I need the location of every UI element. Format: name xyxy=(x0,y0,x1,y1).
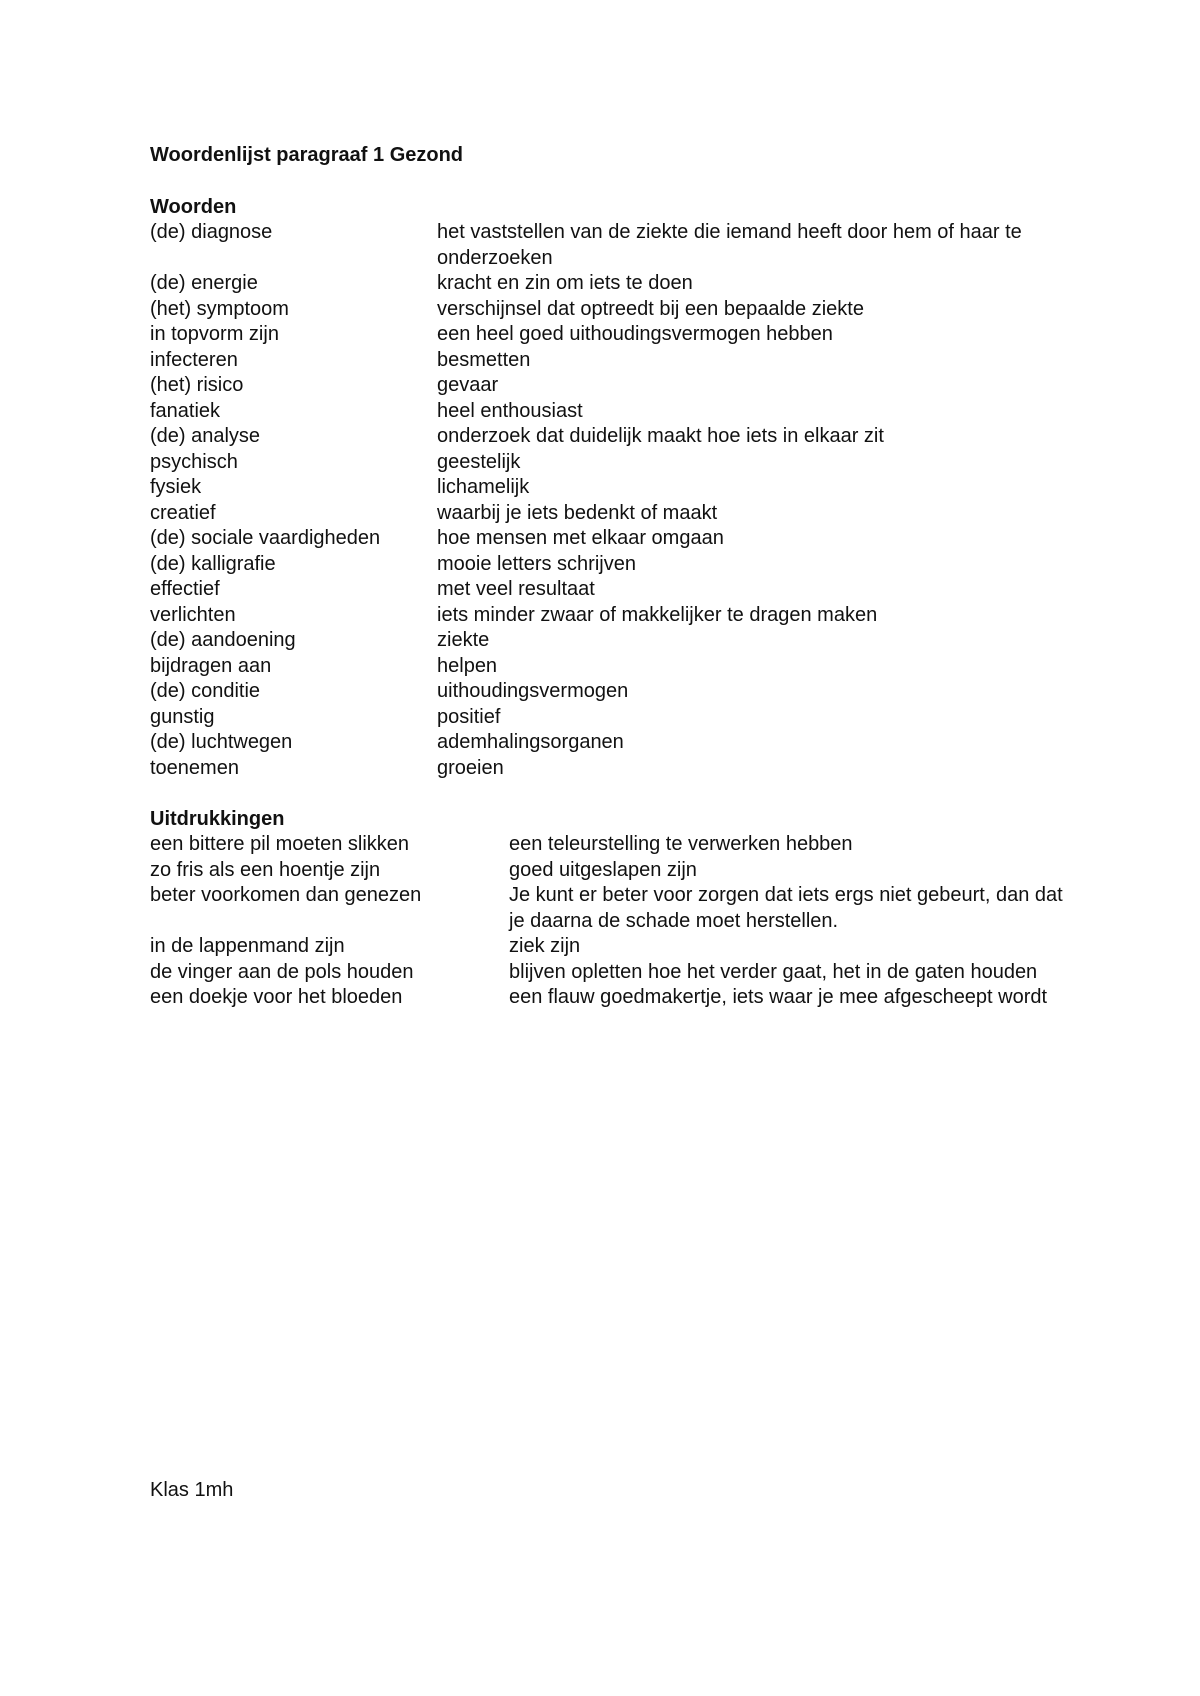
entry-term: infecteren xyxy=(150,348,238,371)
woorden-entry xyxy=(150,603,1070,629)
entry-definition: Je kunt er beter voor zorgen dat iets ergs niet gebeurt, dan dat je daarna de schade moet herstellen. xyxy=(509,884,1063,932)
uitdrukkingen-section xyxy=(150,806,1070,1011)
woorden-entry xyxy=(150,399,1070,425)
entry-term: (de) kalligrafie xyxy=(150,552,276,575)
woorden-entry xyxy=(150,705,1070,731)
entry-term: effectief xyxy=(150,578,220,600)
entry-term: (de) conditie xyxy=(150,680,261,702)
uitdrukking-entry xyxy=(150,832,1070,858)
woorden-heading: Woorden xyxy=(150,196,237,218)
entry-term: (de) luchtwegen xyxy=(150,731,293,753)
entry-term: (het) symptoom xyxy=(150,297,289,320)
entry-term: (het) risico xyxy=(150,374,244,396)
entry-term: creatief xyxy=(150,501,216,524)
entry-definition: goed uitgeslapen zijn xyxy=(509,858,697,881)
uitdrukkingen-heading: Uitdrukkingen xyxy=(150,808,285,830)
woorden-entry xyxy=(150,501,1070,527)
woorden-entry xyxy=(150,271,1070,297)
entry-term: (de) sociale vaardigheden xyxy=(150,527,381,549)
uitdrukking-entry xyxy=(150,934,1070,960)
woorden-entry xyxy=(150,220,1070,271)
document-page xyxy=(150,142,1070,1011)
entry-definition: waarbij je iets bedenkt of maakt xyxy=(437,501,718,524)
footer-class-label: Klas 1mh xyxy=(150,1479,234,1501)
entry-definition: lichamelijk xyxy=(437,476,530,498)
entry-term: fysiek xyxy=(150,476,202,498)
woorden-entry xyxy=(150,679,1070,705)
entry-definition: een flauw goedmakertje, iets waar je mee afgescheept wordt xyxy=(509,986,1048,1008)
entry-definition: helpen xyxy=(437,654,498,677)
entry-definition: positief xyxy=(437,705,501,728)
entry-definition: onderzoek dat duidelijk maakt hoe iets in elkaar zit xyxy=(437,425,884,447)
entry-term: toenemen xyxy=(150,756,239,779)
entry-term: een bittere pil moeten slikken xyxy=(150,833,410,855)
entry-term: fanatiek xyxy=(150,399,221,422)
uitdrukking-entry xyxy=(150,883,1070,934)
entry-term: beter voorkomen dan genezen xyxy=(150,884,422,906)
entry-definition: groeien xyxy=(437,756,504,779)
entry-definition: hoe mensen met elkaar omgaan xyxy=(437,527,724,549)
entry-definition: een teleurstelling te verwerken hebben xyxy=(509,833,853,855)
entry-definition: ziek zijn xyxy=(509,935,581,957)
entry-term: psychisch xyxy=(150,450,238,473)
woorden-entry xyxy=(150,322,1070,348)
entry-term: in topvorm zijn xyxy=(150,323,279,345)
document-title: Woordenlijst paragraaf 1 Gezond xyxy=(150,144,464,166)
woorden-entry xyxy=(150,628,1070,654)
entry-term: zo fris als een hoentje zijn xyxy=(150,858,381,881)
entry-definition: kracht en zin om iets te doen xyxy=(437,272,693,294)
entry-term: de vinger aan de pols houden xyxy=(150,960,414,983)
entry-definition: verschijnsel dat optreedt bij een bepaalde ziekte xyxy=(437,297,864,320)
woorden-entry xyxy=(150,475,1070,501)
entry-term: (de) energie xyxy=(150,272,258,294)
entry-term: (de) aandoening xyxy=(150,629,296,651)
entry-definition: met veel resultaat xyxy=(437,578,595,600)
uitdrukking-entry xyxy=(150,858,1070,884)
entry-term: in de lappenmand zijn xyxy=(150,935,345,957)
woorden-entry xyxy=(150,756,1070,782)
woorden-entry xyxy=(150,730,1070,756)
entry-definition: mooie letters schrijven xyxy=(437,552,636,575)
entry-term: bijdragen aan xyxy=(150,654,272,677)
entry-term: (de) diagnose xyxy=(150,221,273,243)
entry-term: een doekje voor het bloeden xyxy=(150,986,403,1008)
woorden-entry xyxy=(150,348,1070,374)
entry-definition: blijven opletten hoe het verder gaat, het in de gaten houden xyxy=(509,960,1038,983)
entry-definition: uithoudingsvermogen xyxy=(437,680,629,702)
woorden-section xyxy=(150,194,1070,781)
entry-definition: besmetten xyxy=(437,348,531,371)
entry-definition: iets minder zwaar of makkelijker te dragen maken xyxy=(437,603,878,626)
uitdrukkingen-list xyxy=(150,832,1070,1011)
section-spacer xyxy=(150,781,1070,806)
woorden-entry xyxy=(150,526,1070,552)
uitdrukking-entry xyxy=(150,985,1070,1011)
entry-definition: ziekte xyxy=(437,629,490,651)
entry-definition: gevaar xyxy=(437,374,499,396)
entry-term: gunstig xyxy=(150,705,215,728)
entry-definition: het vaststellen van de ziekte die iemand heeft door hem of haar te onderzoeken xyxy=(437,221,1022,269)
entry-definition: heel enthousiast xyxy=(437,399,583,422)
entry-definition: een heel goed uithoudingsvermogen hebben xyxy=(437,323,833,345)
woorden-entry xyxy=(150,577,1070,603)
woorden-entry xyxy=(150,297,1070,323)
woorden-entry xyxy=(150,654,1070,680)
woorden-list xyxy=(150,220,1070,781)
woorden-entry xyxy=(150,450,1070,476)
woorden-entry xyxy=(150,424,1070,450)
entry-definition: ademhalingsorganen xyxy=(437,731,624,753)
entry-definition: geestelijk xyxy=(437,450,521,473)
woorden-entry xyxy=(150,373,1070,399)
uitdrukking-entry xyxy=(150,960,1070,986)
entry-term: verlichten xyxy=(150,603,236,626)
entry-term: (de) analyse xyxy=(150,425,261,447)
woorden-entry xyxy=(150,552,1070,578)
